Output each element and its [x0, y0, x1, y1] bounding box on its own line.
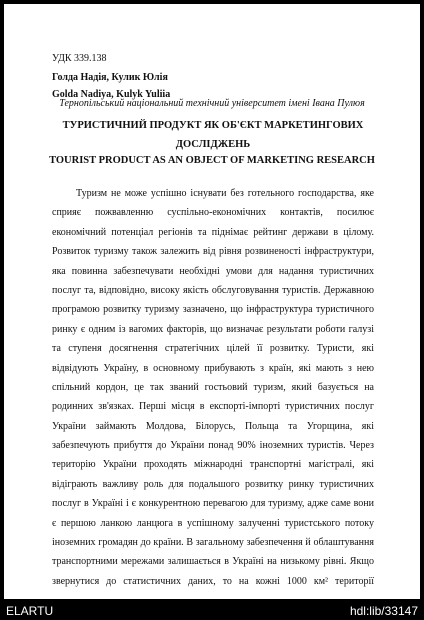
body-line: яка повинна забезпечувати необхідні умови для надання туристичних: [52, 265, 374, 277]
body-line: економічний потенціал регіонів та піднімає рейтинг держави в цілому.: [52, 226, 374, 238]
document-page: [4, 4, 420, 599]
body-line: Розвиток туризму також залежить від рівня розвиненості інфраструктури,: [52, 246, 374, 258]
body-line: Туризм не може успішно існувати без готельного господарства, яке: [76, 188, 374, 199]
repository-footer: [0, 602, 424, 620]
authors-ukrainian: Голда Надія, Кулик Юлія: [52, 72, 168, 83]
institution: Тернопільський національний технічний університет імені Івана Пулюя: [59, 98, 365, 109]
body-line: послуг в Україні і є конкурентною перевагою для туризму, адже саме вони: [52, 498, 374, 510]
repository-name: ELARTU: [6, 604, 54, 618]
body-line: спільний кордон, це так званий гостьовий туризм, який базується на: [52, 381, 374, 393]
title-english: TOURIST PRODUCT AS AN OBJECT OF MARKETING RESEARCH: [49, 155, 375, 166]
body-text: [52, 184, 374, 591]
body-line: територію України проходять міжнародні транспортні магістралі, які: [52, 459, 374, 471]
body-line: відіграють важливу роль для подальшого розвитку ринку туристичних: [52, 478, 374, 490]
body-line: родинних зв'язках. Перші місця в експорті-імпорті туристичних послуг: [52, 401, 374, 413]
handle-id: hdl:lib/33147: [349, 604, 418, 618]
body-line: звернутися до статистичних даних, то на кожні 1000 км² території: [52, 575, 374, 587]
title-ukrainian-line-1: ТУРИСТИЧНИЙ ПРОДУКТ ЯК ОБ'ЄКТ МАРКЕТИНГОВИХ: [62, 120, 364, 131]
body-line: України займають Молдова, Білорусь, Польща та Угорщина, які: [52, 420, 374, 432]
authors-english: Golda Nadiya, Kulyk Yuliia: [52, 89, 171, 100]
body-line: транспортними мережами залишається в Україні на низькому рівні. Якщо: [52, 556, 374, 568]
body-line: забезпечують прибуття до України понад 90% іноземних туристів. Через: [52, 440, 374, 452]
body-line: сприяє пожвавленню суспільно-економічних контактів, посилює: [52, 207, 374, 219]
title-ukrainian: [48, 116, 378, 154]
body-line: та ступеня досягнення стратегічних цілей її розвитку. Туристи, які: [52, 343, 374, 355]
title-ukrainian-line-2: ДОСЛІДЖЕНЬ: [175, 139, 251, 150]
udc-code: УДК 339.138: [52, 53, 107, 64]
body-line: є першою ланкою ланцюга в успішному залученні туристського потоку: [52, 517, 374, 529]
body-line: програмою розвитку туризму зазначено, що інфраструктура туристичного: [52, 304, 374, 316]
body-line: іноземних громадян до країни. В загальному забезпечення й облаштування: [52, 537, 374, 549]
body-line: відвідують Україну, в основному прибувають з країн, які мають з нею: [52, 362, 374, 374]
body-line: ринку є одним із вагомих факторів, що визначає результати роботи галузі: [52, 323, 374, 335]
body-line: послуг та, відповідно, високу якість обслуговування туристів. Державною: [52, 284, 374, 296]
